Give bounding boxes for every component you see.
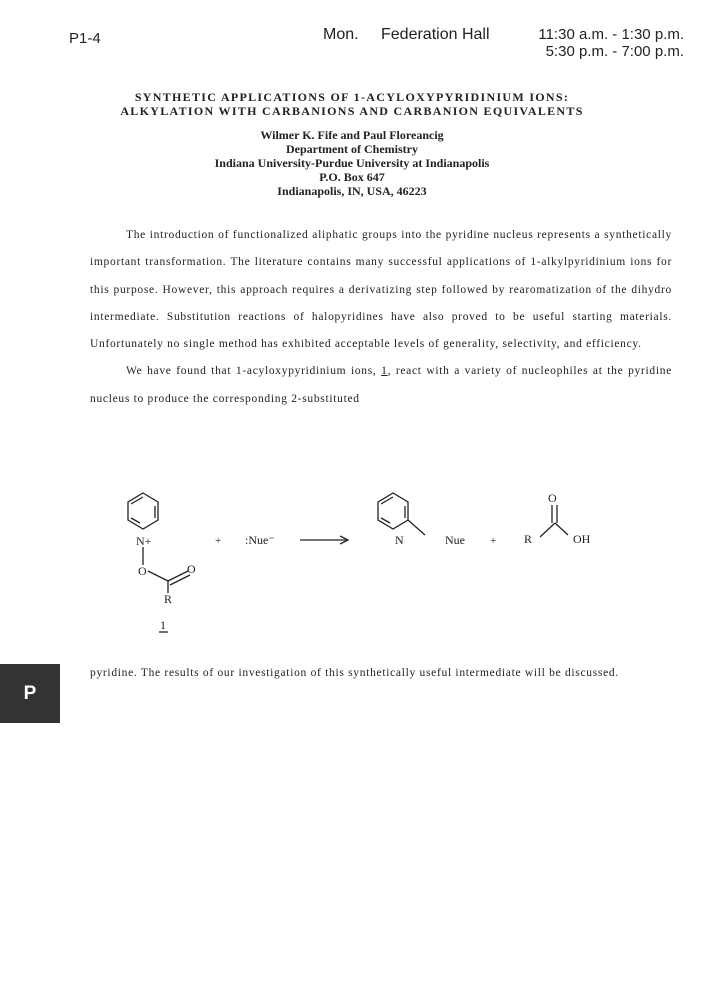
session-day: Mon. xyxy=(323,26,359,43)
paragraph-1 xyxy=(90,222,672,358)
label-n-product: N xyxy=(395,533,404,547)
label-o-ester: O xyxy=(138,564,147,578)
c-o-double-bond-a xyxy=(168,571,188,581)
label-plus-1: + xyxy=(215,535,222,547)
author-department: Department of Chemistry xyxy=(286,142,418,156)
session-time-1: 11:30 a.m. - 1:30 p.m. xyxy=(538,26,684,43)
session-code: P1-4 xyxy=(69,30,101,47)
pyridinium-double-bond-1 xyxy=(131,497,143,504)
pyridinium-ring xyxy=(128,493,158,529)
reaction-scheme xyxy=(100,485,660,640)
pyridine-double-bond-1 xyxy=(381,497,393,504)
pyridine-product-ring xyxy=(378,493,408,529)
label-nucleophile: :Nue⁻ xyxy=(245,533,275,547)
author-po-box: P.O. Box 647 xyxy=(319,170,385,184)
section-tab-p: P xyxy=(0,664,60,723)
compound-reference: 1 xyxy=(381,365,388,378)
label-o-acid: O xyxy=(548,491,557,505)
label-nue-product: Nue xyxy=(445,533,465,547)
label-n-plus: N+ xyxy=(136,534,152,548)
o-c-bond xyxy=(148,571,168,581)
author-university: Indiana University-Purdue University at Indianapolis xyxy=(214,156,490,170)
author-city: Indianapolis, IN, USA, 46223 xyxy=(277,184,427,198)
title-line-1: SYNTHETIC APPLICATIONS OF 1-ACYLOXYPYRIDINIUM IONS: xyxy=(134,90,570,104)
c-nue-bond xyxy=(408,520,425,535)
c-o-double-bond-b xyxy=(170,575,190,585)
acid-c-r-bond xyxy=(540,523,555,537)
paragraph-2 xyxy=(90,358,672,413)
label-oh-acid: OH xyxy=(573,532,591,546)
paragraph-3: pyridine. The results of our investigation of this synthetically useful intermediate will be discussed. xyxy=(90,667,619,679)
title-line-2: ALKYLATION WITH CARBANIONS AND CARBANION EQUIVALENTS xyxy=(120,104,584,118)
paragraph-1-text: The introduction of functionalized aliphatic groups into the pyridine nucleus represents a synthetically important transformation. The literature contains many successful applications of 1-alkylpyridinium ions for this purpose. However, this approach requires a derivatizing step followed by rearomatization of the dihydro intermediate. Substitution reactions of halopyridines have also proved to be useful starting materials. Unfortunately no single method has exhibited acceptable levels of generality, selectivity, and efficiency. xyxy=(90,229,672,351)
label-o-carbonyl: O xyxy=(187,562,196,576)
acid-c-oh-bond xyxy=(555,523,568,535)
session-time-2: 5:30 p.m. - 7:00 p.m. xyxy=(545,43,684,60)
label-plus-2: + xyxy=(490,535,497,547)
session-times xyxy=(538,26,684,60)
label-r-group: R xyxy=(164,592,173,606)
label-r-acid: R xyxy=(524,532,533,546)
author-block xyxy=(0,128,704,198)
label-compound-number: 1 xyxy=(160,618,166,632)
paragraph-2-text-before: We have found that 1-acyloxypyridinium ions, xyxy=(126,365,377,378)
paper-title xyxy=(0,90,704,118)
author-names: Wilmer K. Fife and Paul Floreancig xyxy=(260,128,444,142)
session-venue: Federation Hall xyxy=(381,26,490,43)
abstract-body xyxy=(90,222,672,413)
paragraph-2-text-after: , react with a variety of nucleophiles at the pyridine nucleus to produce the corresponding 2-substituted xyxy=(90,365,672,405)
